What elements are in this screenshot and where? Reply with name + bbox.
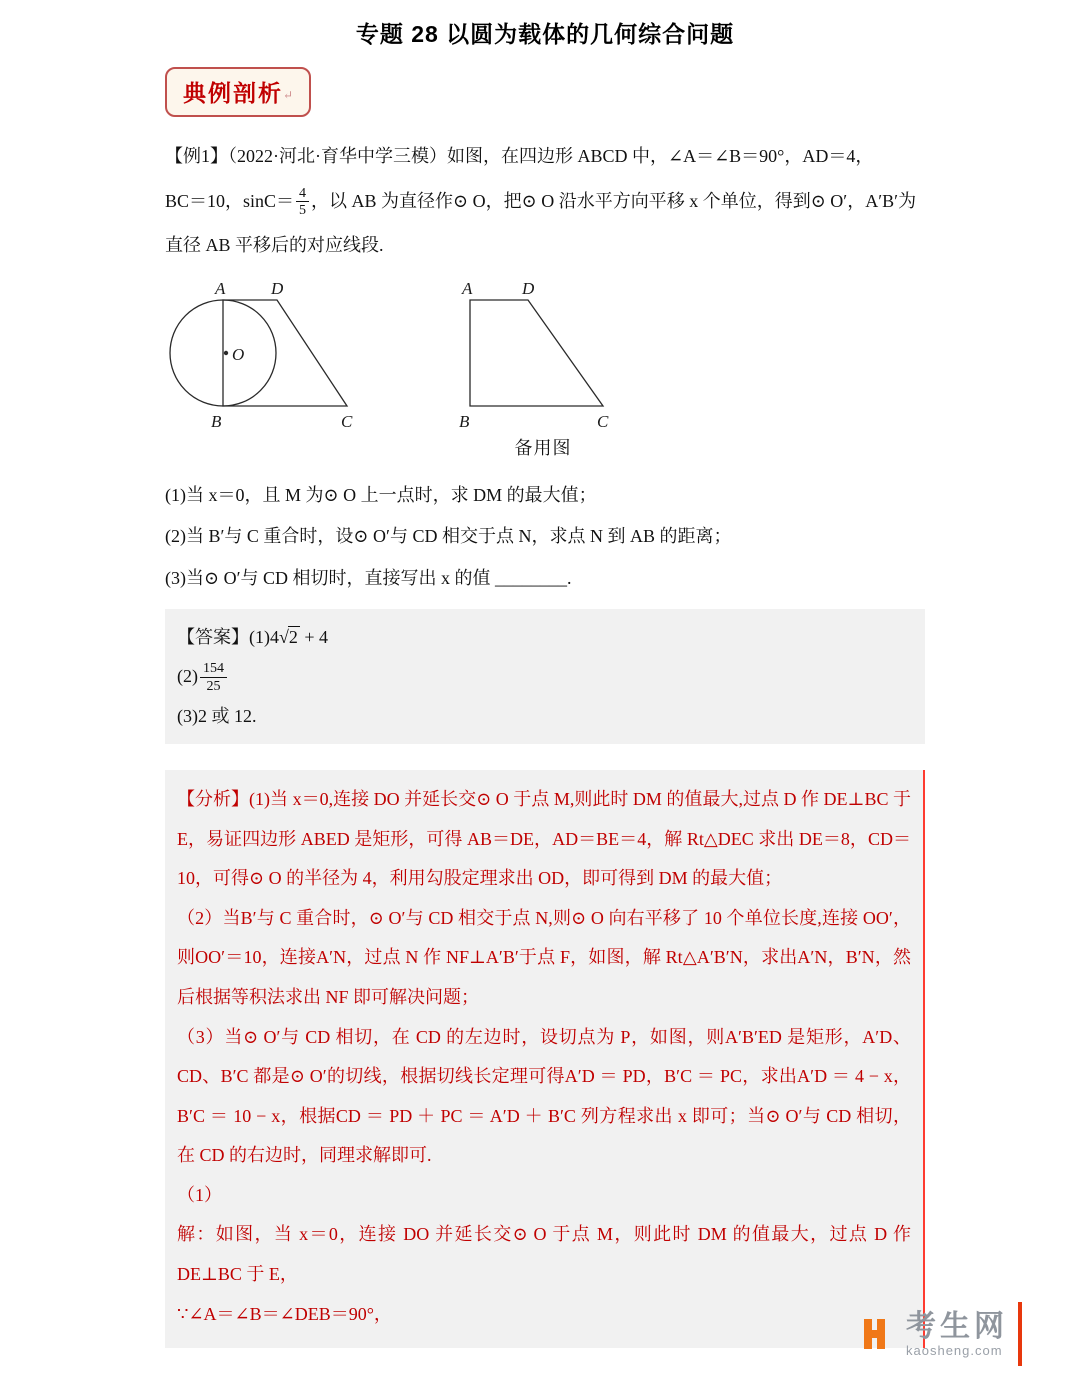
answer-blank: ________: [495, 567, 568, 588]
label-A: A: [215, 279, 226, 298]
figure-caption: 备用图: [514, 437, 572, 458]
figure-1-drawing: [165, 280, 380, 432]
label-A: A: [462, 279, 473, 298]
question-1: (1)当 x＝0，且 M 为⊙ O 上一点时，求 DM 的最大值；: [165, 484, 597, 505]
watermark-edge-bar: [1018, 1302, 1022, 1366]
label-B: B: [459, 411, 470, 431]
analysis-part-1-heading: （1）: [177, 1184, 222, 1205]
answer-1-post: + 4: [299, 626, 329, 647]
page-title: 专题 28 以圆为载体的几何综合问题: [355, 21, 735, 47]
problem-line-2-pre: BC＝10，sinC＝: [165, 190, 295, 211]
label-C: C: [597, 411, 609, 431]
analysis-block: [165, 770, 925, 1348]
logo-bar-middle: [864, 1330, 885, 1338]
label-O: O: [232, 344, 245, 364]
answer-block: [165, 609, 925, 744]
section-badge: [165, 67, 311, 117]
label-B: B: [211, 411, 222, 431]
figure-spare-trapezoid: [458, 280, 628, 460]
fraction-denominator: 5: [299, 202, 307, 219]
watermark-site-name: 考生网: [906, 1310, 1008, 1343]
analysis-paragraph-2: （2）当B′与 C 重合时，⊙ O′与 CD 相交于点 N,则⊙ O 向右平移了 10 个单位长度,连接 OO′，则OO′＝10，连接A′N，过点 N 作 NF⊥A′B′于点 F，如图，解 Rt△A′B′N，求出A′N，B′N，然后根据等积法求出 NF 即可解决问题；: [177, 907, 911, 1007]
analysis-paragraph-3: （3）当⊙ O′与 CD 相切，在 CD 的左边时，设切点为 P，如图，则A′B′ED 是矩形，A′D、CD、B′C 都是⊙ O′的切线，根据切线长定理可得A′D ＝ PD，B′C ＝ PC，求出A′D ＝ 4 − x，B′C ＝ 10 − x，根据CD ＝ PD ＋ PC ＝ A′D ＋ B′C 列方程求出 x 即可；当⊙ O′与 CD 相切，在 CD 的右边时，同理求解即可.: [177, 1026, 911, 1166]
kaosheng-logo-icon: [862, 1314, 896, 1354]
label-D: D: [271, 279, 284, 298]
analysis-paragraph-1: 【分析】(1)当 x＝0,连接 DO 并延长交⊙ O 于点 M,则此时 DM 的值最大,过点 D 作 DE⊥BC 于 E，易证四边形 ABED 是矩形，可得 AB＝DE，AD＝BE＝4，解 Rt△DEC 求出 DE＝8，CD＝10，可得⊙ O 的半径为 4，利用勾股定理求出 OD，即可得到 DM 的最大值；: [177, 788, 911, 889]
question-3-period: .: [567, 567, 572, 588]
figure-2-drawing: [458, 280, 628, 432]
problem-line-2: [165, 182, 925, 222]
problem-line-3: 直径 AB 平移后的对应线段.: [165, 235, 384, 256]
watermark-text: [906, 1310, 1008, 1358]
sqrt-2: [279, 627, 300, 647]
fraction-numerator: 154: [200, 661, 227, 678]
analysis-solution-line: 解：如图，当 x＝0，连接 DO 并延长交⊙ O 于点 M，则此时 DM 的值最大，过点 D 作 DE⊥BC 于 E，: [177, 1224, 911, 1285]
question-3: [165, 559, 925, 599]
radicand: 2: [288, 626, 298, 647]
problem-line-1: 【例1】（2022·河北·育华中学三模）如图，在四边形 ABCD 中，∠A＝∠B＝90°，AD＝4，: [165, 146, 874, 166]
answer-line-1: [177, 619, 913, 657]
fraction-4-5: [296, 186, 309, 218]
label-C: C: [341, 411, 353, 431]
watermark-site-domain: kaosheng.com: [906, 1343, 1003, 1358]
label-D: D: [522, 279, 535, 298]
fraction-numerator: 4: [296, 186, 309, 203]
badge-return-mark: ↵: [283, 88, 294, 102]
problem-line-2-post: ，以 AB 为直径作⊙ O，把⊙ O 沿水平方向平移 x 个单位，得到⊙ O′，A′B′为: [311, 190, 917, 211]
figure-circle-trapezoid: [165, 280, 380, 432]
answer-line-3: (3)2 或 12.: [177, 706, 257, 727]
question-2: (2)当 B′与 C 重合时，设⊙ O′与 CD 相交于点 N，求点 N 到 AB 的距离；: [165, 526, 732, 547]
fraction-denominator: 25: [206, 678, 221, 695]
answer-2-pre: (2): [177, 666, 198, 687]
question-3-text: (3)当⊙ O′与 CD 相切时，直接写出 x 的值: [165, 567, 496, 588]
trapezoid-ABCD-spare: [470, 300, 603, 406]
radical-sign: √: [279, 626, 289, 647]
center-point-O: [224, 351, 228, 355]
figures-row: [165, 280, 925, 460]
answer-1-pre: 【答案】(1)4: [177, 626, 279, 647]
badge-label: 典例剖析: [183, 81, 283, 106]
answer-line-2: [177, 658, 913, 696]
fraction-154-25: [200, 661, 227, 693]
watermark: [862, 1302, 1022, 1366]
analysis-because-line: ∵∠A＝∠B＝∠DEB＝90°，: [177, 1303, 392, 1324]
